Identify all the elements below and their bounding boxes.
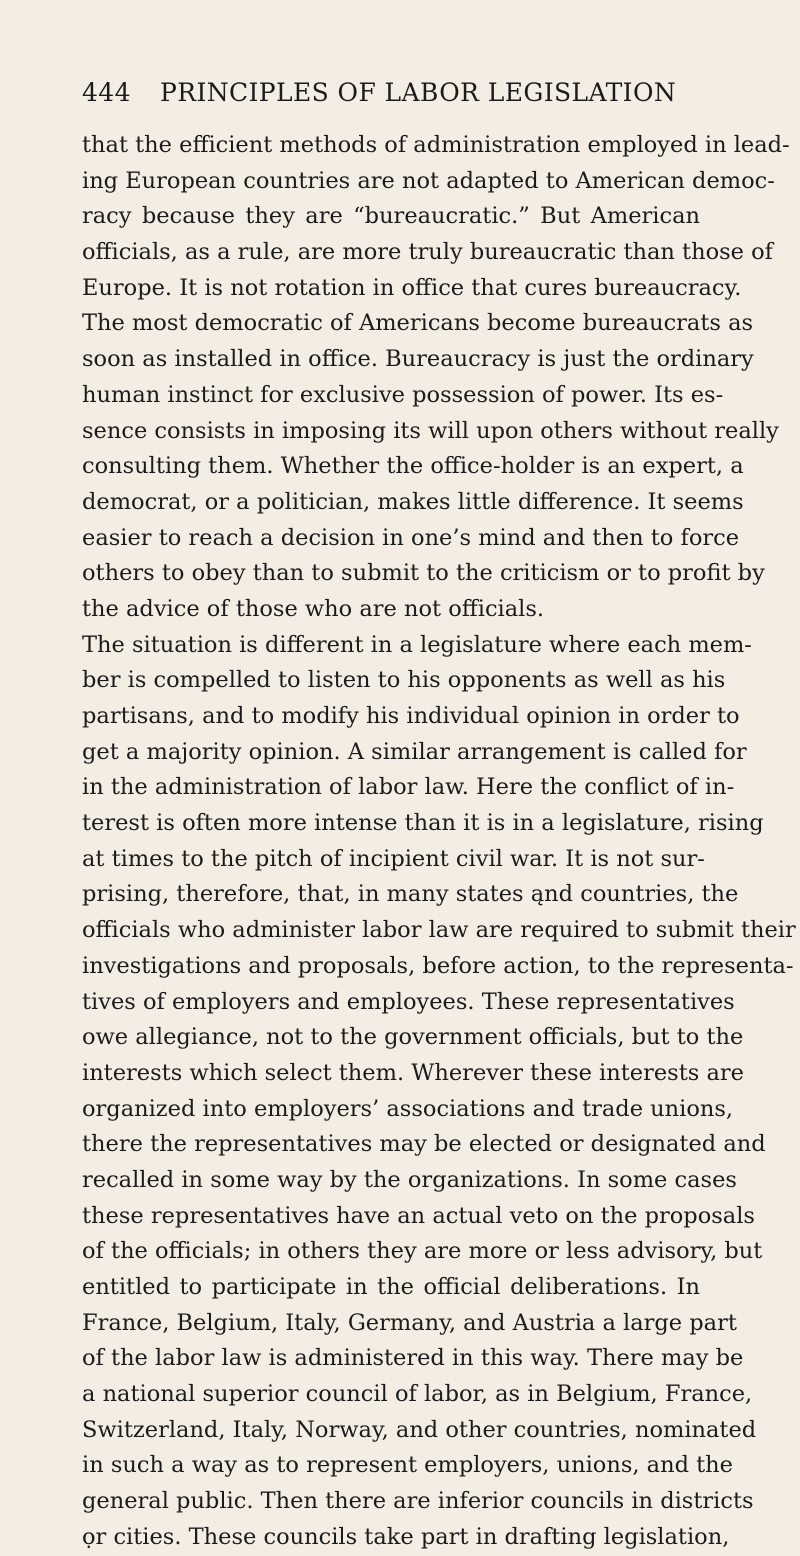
text-line: get a majority opinion. A similar arrangement is called for [82,738,747,765]
text-line: ing European countries are not adapted to American democ- [82,167,775,194]
text-line: at times to the pitch of incipient civil war. It is not sur- [82,845,705,872]
text-line: partisans, and to modify his individual opinion in order to [82,703,740,729]
text-line: consulting them. Whether the office-holder is an expert, a [82,453,744,480]
text-line: soon as installed in office. Bureaucracy is just the ordinary [82,346,754,373]
text-line: sence consists in imposing its will upon others without really [82,417,779,444]
text-line: human instinct for exclusive possession of power. Its es- [82,381,724,408]
text-line: in the administration of labor law. Here the conflict of in- [82,774,735,801]
page-header [82,78,690,118]
text-line: these representatives have an actual veto on the proposals [82,1202,755,1229]
text-line: ọr cities. These councils take part in drafting legislation, [82,1523,730,1550]
text-line: entitled to participate in the official deliberations. In [82,1274,700,1300]
body-text [82,128,796,1556]
text-line: terest is often more intense than it is in a legislature, rising [82,810,764,837]
text-line: others to obey than to submit to the criticism or to profit by [82,560,765,587]
text-line: The situation is different in a legislature where each mem- [82,631,752,658]
running-head: PRINCIPLES OF LABOR LEGISLATION [160,78,677,107]
text-line: organized into employers’ associations and trade unions, [82,1095,734,1122]
text-line: there the representatives may be elected or designated and [82,1131,766,1158]
text-line: racy because they are “bureaucratic.” But American [82,203,700,230]
text-line: ber is compelled to listen to his opponents as well as his [82,667,726,694]
text-line: recalled in some way by the organizations. In some cases [82,1166,737,1193]
text-line: Switzerland, Italy, Norway, and other countries, nominated [82,1416,757,1443]
page-number: 444 [82,78,131,107]
text-line: of the labor law is administered in this way. There may be [82,1345,744,1372]
text-line: the advice of those who are not officials. [82,595,545,622]
text-line: that the efficient methods of administration employed in lead- [82,132,790,158]
text-line: democrat, or a politician, makes little difference. It seems [82,488,744,515]
text-line: a national superior council of labor, as in Belgium, France, [82,1381,753,1408]
text-line: of the officials; in others they are more or less advisory, but [82,1238,763,1265]
text-line: officials who administer labor law are required to submit their [82,917,796,944]
text-line: France, Belgium, Italy, Germany, and Austria a large part [82,1309,737,1336]
text-line: easier to reach a decision in one’s mind and then to force [82,524,740,551]
text-line: tives of employers and employees. These representatives [82,988,735,1015]
text-line: Europe. It is not rotation in office that cures bureaucracy. [82,274,742,301]
text-line: prising, therefore, that, in many states ąnd countries, the [82,881,739,908]
text-line: investigations and proposals, before action, to the representa- [82,952,794,979]
text-line: owe allegiance, not to the government officials, but to the [82,1024,744,1051]
text-line: in such a way as to represent employers, unions, and the [82,1452,733,1479]
text-line: general public. Then there are inferior councils in districts [82,1488,754,1515]
text-line: interests which select them. Wherever these interests are [82,1059,744,1086]
text-line: The most democratic of Americans become bureaucrats as [82,310,754,337]
text-line: officials, as a rule, are more truly bureaucratic than those of [82,239,774,266]
